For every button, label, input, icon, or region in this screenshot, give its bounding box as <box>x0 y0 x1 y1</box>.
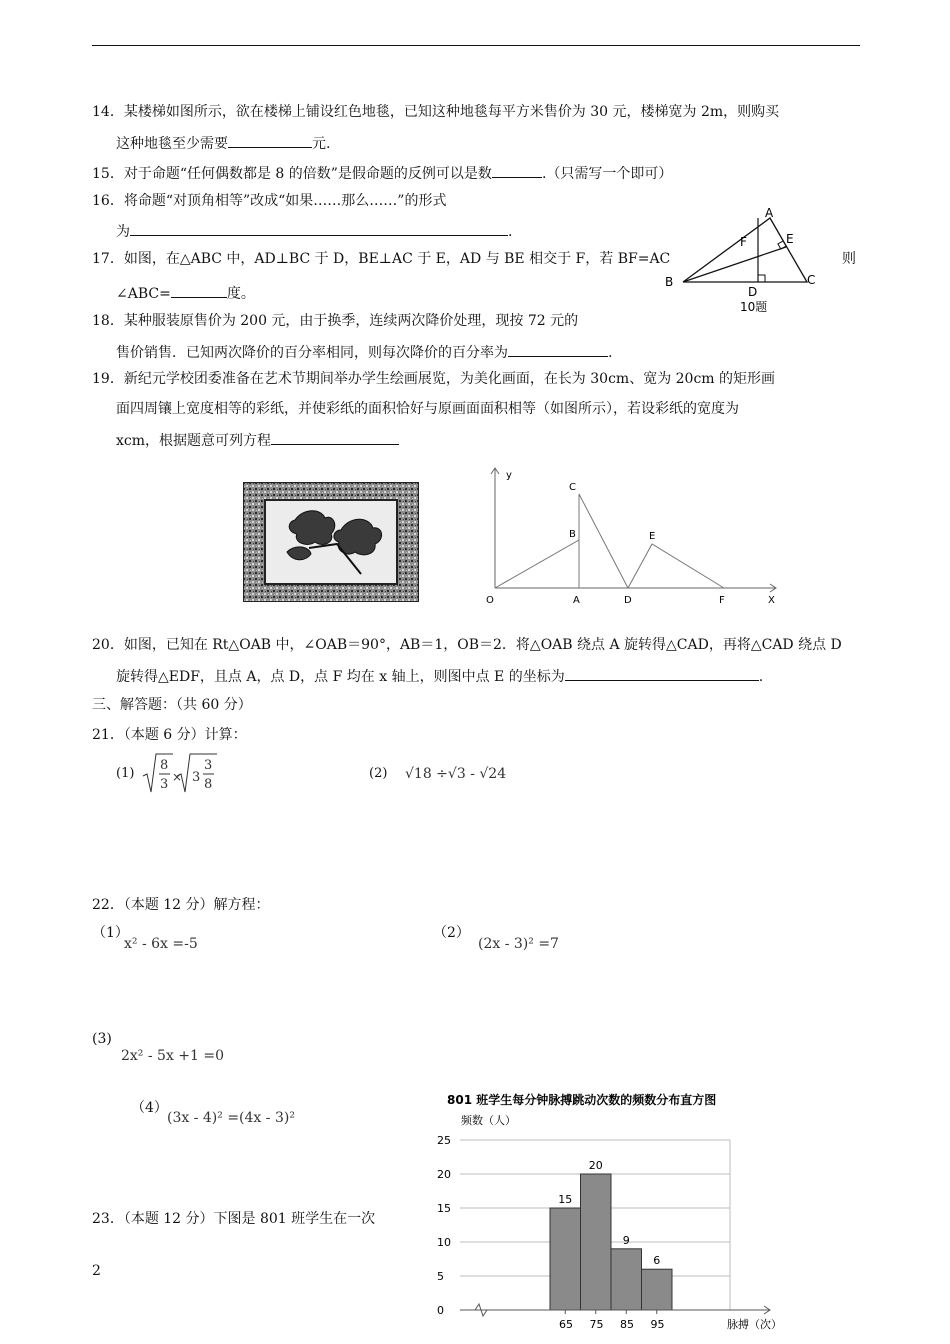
triangle-edf <box>628 544 724 588</box>
svg-text:3: 3 <box>192 770 201 785</box>
q20-tail: . <box>758 669 764 685</box>
bar-value-label: 9 <box>622 1233 630 1247</box>
q15-tail: .（只需写一个即可） <box>541 166 673 182</box>
triangle-figure <box>655 205 840 317</box>
x-tick-label: 65 <box>559 1318 573 1331</box>
svg-text:3: 3 <box>204 758 213 773</box>
x-tick-label: 85 <box>620 1318 634 1331</box>
q22-p2-label: （2） <box>433 925 470 941</box>
q17-answer-blank[interactable] <box>171 283 227 298</box>
label-c: C <box>569 482 576 493</box>
q17-tail: 度。 <box>226 286 255 302</box>
section-heading: 三、解答题：（共 60 分） <box>92 697 252 713</box>
label-a: A <box>765 206 774 220</box>
bar-value-label: 20 <box>588 1159 603 1172</box>
q14-answer-blank[interactable] <box>228 133 312 148</box>
q18-line1: 18．某种服装原售价为 200 元，由于换季，连续两次降价处理，现按 72 元的 <box>92 313 579 329</box>
q19-answer-blank[interactable] <box>271 430 399 445</box>
q14-line2 <box>116 133 330 153</box>
histogram-bar <box>581 1174 612 1310</box>
q22-title: 22．（本题 12 分）解方程： <box>92 897 270 913</box>
q18-tail: . <box>608 345 613 361</box>
svg-text:8: 8 <box>204 777 213 792</box>
chart-title: 801 班学生每分钟脉搏跳动次数的频数分布直方图 <box>447 1093 717 1107</box>
bar-value-label: 6 <box>653 1254 661 1268</box>
y-tick-label: 10 <box>437 1236 451 1249</box>
q14-line1: 14．某楼梯如图所示，欲在楼梯上铺设红色地毯，已知这种地毯每平方米售价为 30 元，楼梯宽为 2m，则购买 <box>92 104 780 120</box>
label-f: F <box>740 235 747 249</box>
q20-text: 旋转得△EDF，且点 A，点 D，点 F 均在 x 轴上，则图中点 E 的坐标为 <box>116 669 565 685</box>
label-b: B <box>569 529 576 540</box>
q16-line2 <box>116 221 512 241</box>
framed-painting-figure <box>243 482 419 602</box>
q15-answer-blank[interactable] <box>492 163 542 178</box>
q21-p2-expression: √18 ÷√3 - √24 <box>405 766 507 782</box>
q19-text: xcm，根据题意可列方程 <box>116 433 272 449</box>
svg-text:×: × <box>172 770 183 784</box>
q19-line2: 面四周镶上宽度相等的彩纸，并使彩纸的面积恰好与原画面面积相等（如图所示），若设彩纸的宽度为 <box>116 401 739 417</box>
q14-text: 这种地毯至少需要 <box>116 136 228 152</box>
q22-p2-expression: (2x - 3)² =7 <box>478 936 559 952</box>
q20-line2 <box>116 666 763 686</box>
label-a: A <box>573 595 580 606</box>
q15-text: 15．对于命题“任何偶数都是 8 的倍数”是假命题的反例可以是数 <box>92 166 492 182</box>
header-rule <box>92 45 860 46</box>
radical-icon <box>143 754 173 792</box>
q18-line2 <box>116 342 612 362</box>
bar-value-label: 15 <box>558 1193 573 1206</box>
label-e: E <box>649 531 656 542</box>
q21-title: 21．（本题 6 分）计算： <box>92 727 247 743</box>
q18-answer-blank[interactable] <box>508 342 608 357</box>
y-tick-label: 0 <box>437 1304 444 1317</box>
q19-line3 <box>116 430 399 450</box>
x-tick-label: 95 <box>650 1318 665 1331</box>
q21-p2-label: (2) <box>369 766 388 781</box>
q21-p1-expression <box>141 750 221 796</box>
q18-text: 售价销售．已知两次降价的百分率相同，则每次降价的百分率为 <box>116 345 508 361</box>
y-tick-label: 25 <box>437 1134 451 1147</box>
q22-p1-label: （1） <box>92 925 129 941</box>
y-tick-label: 20 <box>437 1168 451 1181</box>
q17-line1: 17．如图，在△ABC 中，AD⊥BC 于 D，BE⊥AC 于 E，AD 与 BE 相交于 F，若 BF=AC <box>92 251 671 267</box>
label-d: D <box>624 595 632 606</box>
label-b: B <box>665 275 674 289</box>
q20-answer-blank[interactable] <box>565 666 759 681</box>
histogram-bar <box>550 1208 581 1310</box>
q19-line1: 19．新纪元学校团委准备在艺术节期间举办学生绘画展览，为美化画面，在长为 30cm、宽为 20cm 的矩形画 <box>92 371 776 387</box>
altitude-be <box>683 247 786 282</box>
histogram-bar <box>611 1249 642 1310</box>
label-c: C <box>807 273 816 287</box>
triangle-cad <box>579 494 628 588</box>
axis-label-y: y <box>506 470 512 481</box>
q17-line2 <box>116 283 255 303</box>
q17-line1-end: 则 <box>842 251 856 267</box>
pulse-histogram <box>425 1088 795 1338</box>
y-tick-label: 5 <box>437 1270 444 1283</box>
right-angle-d <box>758 275 765 282</box>
label-o: O <box>486 595 494 606</box>
histogram-bar <box>642 1269 673 1310</box>
q16-line1: 16．将命题“对顶角相等”改成“如果……那么……”的形式 <box>92 193 447 209</box>
triangle-abc <box>683 218 807 282</box>
q22-p4-expression: (3x - 4)² =(4x - 3)² <box>167 1110 295 1126</box>
label-d: D <box>748 285 758 299</box>
figure-caption: 10题 <box>740 300 768 314</box>
svg-text:3: 3 <box>160 777 169 792</box>
q16-tail: . <box>508 224 513 240</box>
label-f: F <box>719 595 725 606</box>
q22-p3-label: (3) <box>92 1031 112 1047</box>
y-tick-label: 15 <box>437 1202 451 1215</box>
q14-unit: 元. <box>312 136 331 152</box>
q15-line <box>92 163 672 183</box>
label-e: E <box>786 232 794 246</box>
triangle-oab <box>495 540 579 588</box>
q17-text: ∠ABC= <box>116 286 171 302</box>
q16-text: 为 <box>116 224 130 240</box>
x-tick-label: 75 <box>589 1318 604 1331</box>
q22-p4-label: （4） <box>131 1100 168 1116</box>
q20-line1: 20．如图，已知在 Rt△OAB 中，∠OAB＝90°，AB＝1，OB＝2．将△OAB 绕点 A 旋转得△CAD，再将△CAD 绕点 D <box>92 637 842 653</box>
page-number: 2 <box>92 1263 101 1279</box>
coordinate-figure <box>478 462 783 612</box>
q23-text: 23．（本题 12 分）下图是 801 班学生在一次 <box>92 1211 376 1227</box>
axis-label-x: X <box>768 595 775 606</box>
y-axis-label: 频数（人） <box>461 1114 516 1127</box>
x-axis-label: 脉搏（次） <box>727 1318 782 1331</box>
q22-p1-expression: x² - 6x =-5 <box>124 936 198 952</box>
svg-text:8: 8 <box>160 758 169 773</box>
q21-p1-label: (1) <box>116 766 135 781</box>
q16-answer-blank[interactable] <box>130 221 508 236</box>
q22-p3-expression: 2x² - 5x +1 =0 <box>121 1048 225 1064</box>
